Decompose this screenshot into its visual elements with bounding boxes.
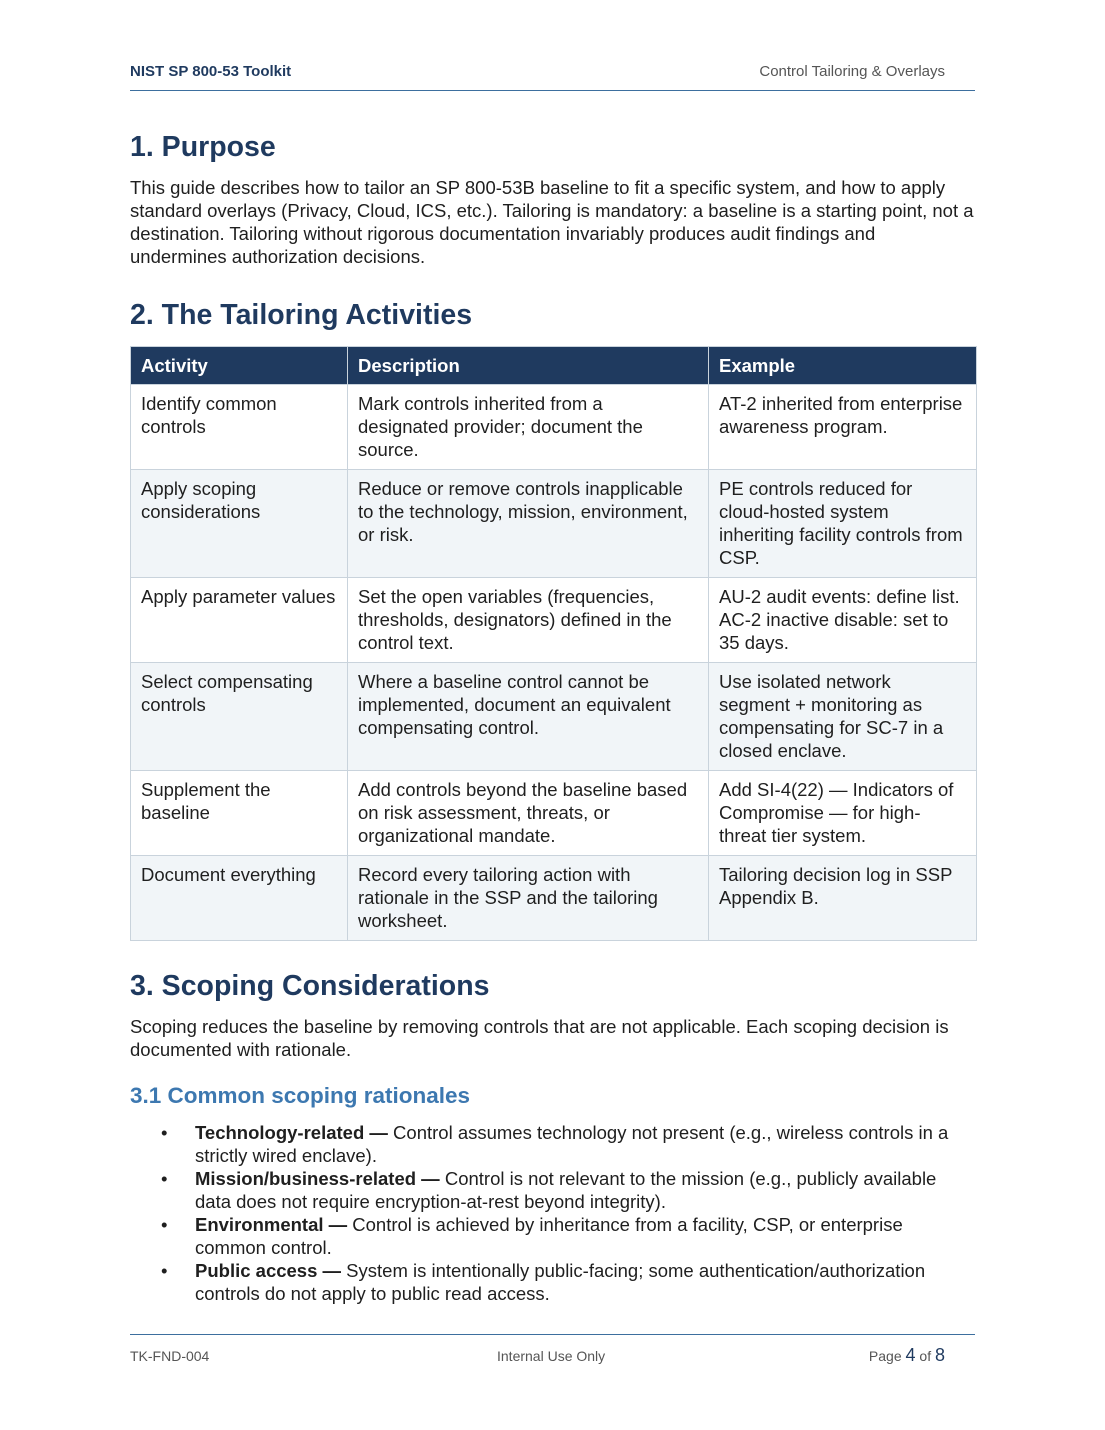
header-title: NIST SP 800-53 Toolkit [130, 63, 292, 80]
description-cell: Record every tailoring action with rationale in the SSP and the tailoring worksheet. [348, 856, 709, 941]
bullet-icon: • [161, 1214, 168, 1235]
page-current: 4 [905, 1345, 916, 1365]
list-item-term: Mission/business-related — [195, 1168, 440, 1189]
activity-cell: Supplement the baseline [131, 771, 348, 856]
footer-divider [130, 1334, 975, 1335]
section-3-heading: 3. Scoping Considerations [130, 970, 490, 1002]
bullet-icon: • [161, 1260, 168, 1281]
scoping-rationales-list [130, 1121, 975, 1305]
table-row [131, 856, 977, 941]
example-cell: Use isolated network segment + monitoring as compensating for SC-7 in a closed enclave. [709, 663, 977, 771]
page-total: 8 [934, 1345, 945, 1365]
document-body [130, 128, 975, 1305]
bullet-icon: • [161, 1168, 168, 1189]
example-cell: PE controls reduced for cloud-hosted system inheriting facility controls from CSP. [709, 470, 977, 578]
activity-cell: Select compensating controls [131, 663, 348, 771]
description-cell: Add controls beyond the baseline based on risk assessment, threats, or organizational mandate. [348, 771, 709, 856]
list-item-text: System is intentionally public-facing; some authentication/authorization controls do not apply to public read access. [195, 1260, 926, 1304]
bullet-icon: • [161, 1122, 168, 1143]
page-header [130, 63, 945, 85]
example-cell: AT-2 inherited from enterprise awareness program. [709, 385, 977, 470]
description-cell: Mark controls inherited from a designated provider; document the source. [348, 385, 709, 470]
tailoring-activities-table [130, 346, 977, 941]
list-item [130, 1121, 975, 1167]
classification-label: Internal Use Only [497, 1348, 606, 1364]
column-header-activity: Activity [131, 347, 348, 385]
table-row [131, 385, 977, 470]
list-item-term: Environmental — [195, 1214, 348, 1235]
of-word: of [919, 1348, 932, 1364]
list-item [130, 1213, 975, 1259]
table-row [131, 771, 977, 856]
list-item-text: Control is not relevant to the mission (e.g., publicly available data does not require encryption-at-rest beyond integrity). [195, 1168, 937, 1212]
activity-cell: Apply scoping considerations [131, 470, 348, 578]
table-row [131, 663, 977, 771]
list-item [130, 1259, 975, 1305]
description-cell: Set the open variables (frequencies, thresholds, designators) defined in the control text. [348, 578, 709, 663]
page-number [869, 1345, 945, 1366]
activity-cell: Identify common controls [131, 385, 348, 470]
list-item-term: Technology-related — [195, 1122, 388, 1143]
section-1-heading: 1. Purpose [130, 131, 276, 163]
table-header-row [131, 347, 977, 385]
description-cell: Where a baseline control cannot be implemented, document an equivalent compensating control. [348, 663, 709, 771]
list-item-term: Public access — [195, 1260, 342, 1281]
page-word: Page [868, 1348, 902, 1364]
section-2-heading: 2. The Tailoring Activities [130, 299, 473, 331]
table-row [131, 578, 977, 663]
document-id: TK-FND-004 [130, 1348, 210, 1364]
section-3-paragraph: Scoping reduces the baseline by removing controls that are not applicable. Each scoping decision is documented with rationale. [130, 1016, 949, 1060]
page-footer [130, 1345, 945, 1369]
example-cell: AU-2 audit events: define list. AC-2 inactive disable: set to 35 days. [709, 578, 977, 663]
list-item-text: Control is achieved by inheritance from a facility, CSP, or enterprise common control. [195, 1214, 903, 1258]
activity-cell: Document everything [131, 856, 348, 941]
example-cell: Tailoring decision log in SSP Appendix B. [709, 856, 977, 941]
list-item-text: Control assumes technology not present (e.g., wireless controls in a strictly wired enclave). [195, 1122, 949, 1166]
activity-cell: Apply parameter values [131, 578, 348, 663]
description-cell: Reduce or remove controls inapplicable to the technology, mission, environment, or risk. [348, 470, 709, 578]
table-row [131, 470, 977, 578]
subsection-3-1-heading: 3.1 Common scoping rationales [130, 1083, 471, 1108]
header-subtitle: Control Tailoring & Overlays [759, 63, 945, 80]
header-divider [130, 90, 975, 91]
column-header-example: Example [709, 347, 977, 385]
list-item [130, 1167, 975, 1213]
column-header-description: Description [348, 347, 709, 385]
example-cell: Add SI-4(22) — Indicators of Compromise — for high-threat tier system. [709, 771, 977, 856]
section-1-paragraph: This guide describes how to tailor an SP 800-53B baseline to fit a specific system, and how to apply standard overlays (Privacy, Cloud, ICS, etc.). Tailoring is mandatory: a baseline is a starting point, not a destination. Tailoring without rigorous documentation invariably produces audit findings and undermines authorization decisions. [130, 177, 974, 267]
